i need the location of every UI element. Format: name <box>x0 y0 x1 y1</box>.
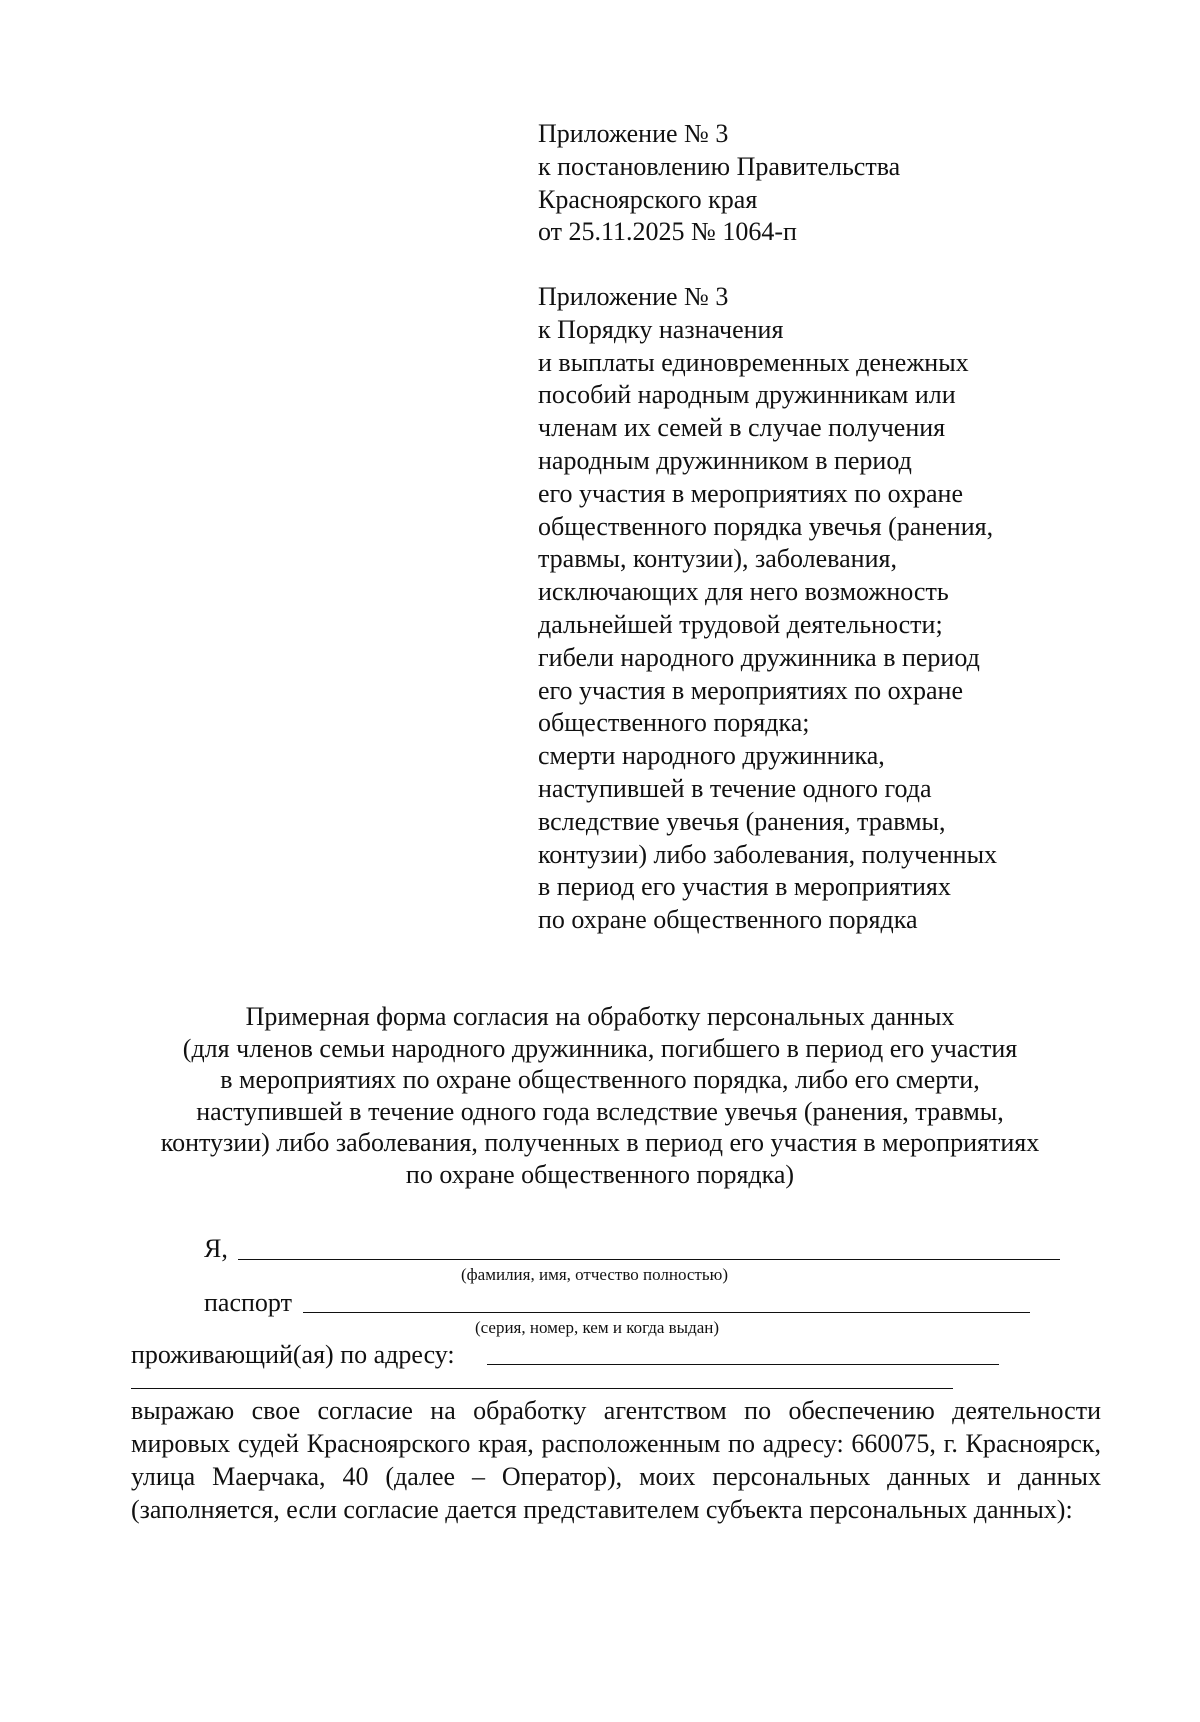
appendix-resolution-header <box>538 118 900 249</box>
appendix-order-header <box>538 281 997 937</box>
appendix-order-line: в период его участия в мероприятиях <box>538 872 951 902</box>
passport-field-hint: (серия, номер, кем и когда выдан) <box>475 1318 720 1337</box>
appendix-order-line: по охране общественного порядка <box>538 905 918 935</box>
form-title-line: контузии) либо заболевания, полученных в период его участия в мероприятиях <box>160 1128 1040 1157</box>
appendix-order-line: исключающих для него возможность <box>538 577 949 607</box>
form-title <box>100 1001 1100 1190</box>
appendix-order-line: гибели народного дружинника в период <box>538 642 980 672</box>
appendix-order-line: общественного порядка; <box>538 708 810 738</box>
form-title-line: по охране общественного порядка) <box>405 1159 795 1189</box>
appendix-order-line: наступившей в течение одного года <box>538 773 932 803</box>
appendix-order-line: травмы, контузии), заболевания, <box>538 544 897 574</box>
appendix-order-line: народным дружинником в период <box>538 445 912 475</box>
form-title-line: (для членов семьи народного дружинника, погибшего в период его участия <box>182 1033 1018 1063</box>
appendix-header-line: к постановлению Правительства <box>538 151 901 181</box>
form-title-line: наступившей в течение одного года вследствие увечья (ранения, травмы, <box>196 1096 1004 1126</box>
appendix-order-line: Приложение № 3 <box>538 282 729 311</box>
appendix-order-line: его участия в мероприятиях по охране <box>538 675 964 705</box>
appendix-order-line: пособий народным дружинникам или <box>538 380 956 410</box>
appendix-order-line: дальнейшей трудовой деятельности; <box>538 609 943 639</box>
appendix-header-line: Красноярского края <box>538 184 758 214</box>
consent-paragraph: выражаю свое согласие на обработку агентством по обеспечению деятельности мировых судей Красноярского края, расположенным по адресу: 660075, г. Красноярск, улица Маерчака, 40 (далее – Оператор), моих персональных данных и данных (заполняется, если согласие дается представителем субъекта персональных данных): <box>131 1396 1101 1524</box>
appendix-order-line: вследствие увечья (ранения, травмы, <box>538 806 946 836</box>
appendix-header-line: Приложение № 3 <box>538 119 729 148</box>
appendix-order-line: членам их семей в случае получения <box>538 413 946 443</box>
name-fill-line[interactable] <box>238 1259 1060 1260</box>
address-fill-line[interactable] <box>487 1364 999 1365</box>
passport-field-label: паспорт <box>204 1288 292 1317</box>
form-title-line: в мероприятиях по охране общественного порядка, либо его смерти, <box>220 1065 980 1094</box>
passport-fill-line[interactable] <box>303 1312 1030 1313</box>
appendix-order-line: общественного порядка увечья (ранения, <box>538 511 994 541</box>
appendix-order-line: его участия в мероприятиях по охране <box>538 478 964 508</box>
appendix-order-line: контузии) либо заболевания, полученных <box>538 839 998 869</box>
name-field-hint: (фамилия, имя, отчество полностью) <box>461 1265 728 1284</box>
form-title-line: Примерная форма согласия на обработку персональных данных <box>245 1002 955 1031</box>
address-fill-line-2[interactable] <box>131 1388 953 1389</box>
appendix-order-line: смерти народного дружинника, <box>538 741 885 771</box>
name-field-label: Я, <box>204 1234 228 1263</box>
appendix-header-line: от 25.11.2025 № 1064-п <box>538 217 797 247</box>
appendix-order-line: к Порядку назначения <box>538 314 784 344</box>
appendix-order-line: и выплаты единовременных денежных <box>538 347 969 377</box>
address-field-label: проживающий(ая) по адресу: <box>131 1340 455 1369</box>
